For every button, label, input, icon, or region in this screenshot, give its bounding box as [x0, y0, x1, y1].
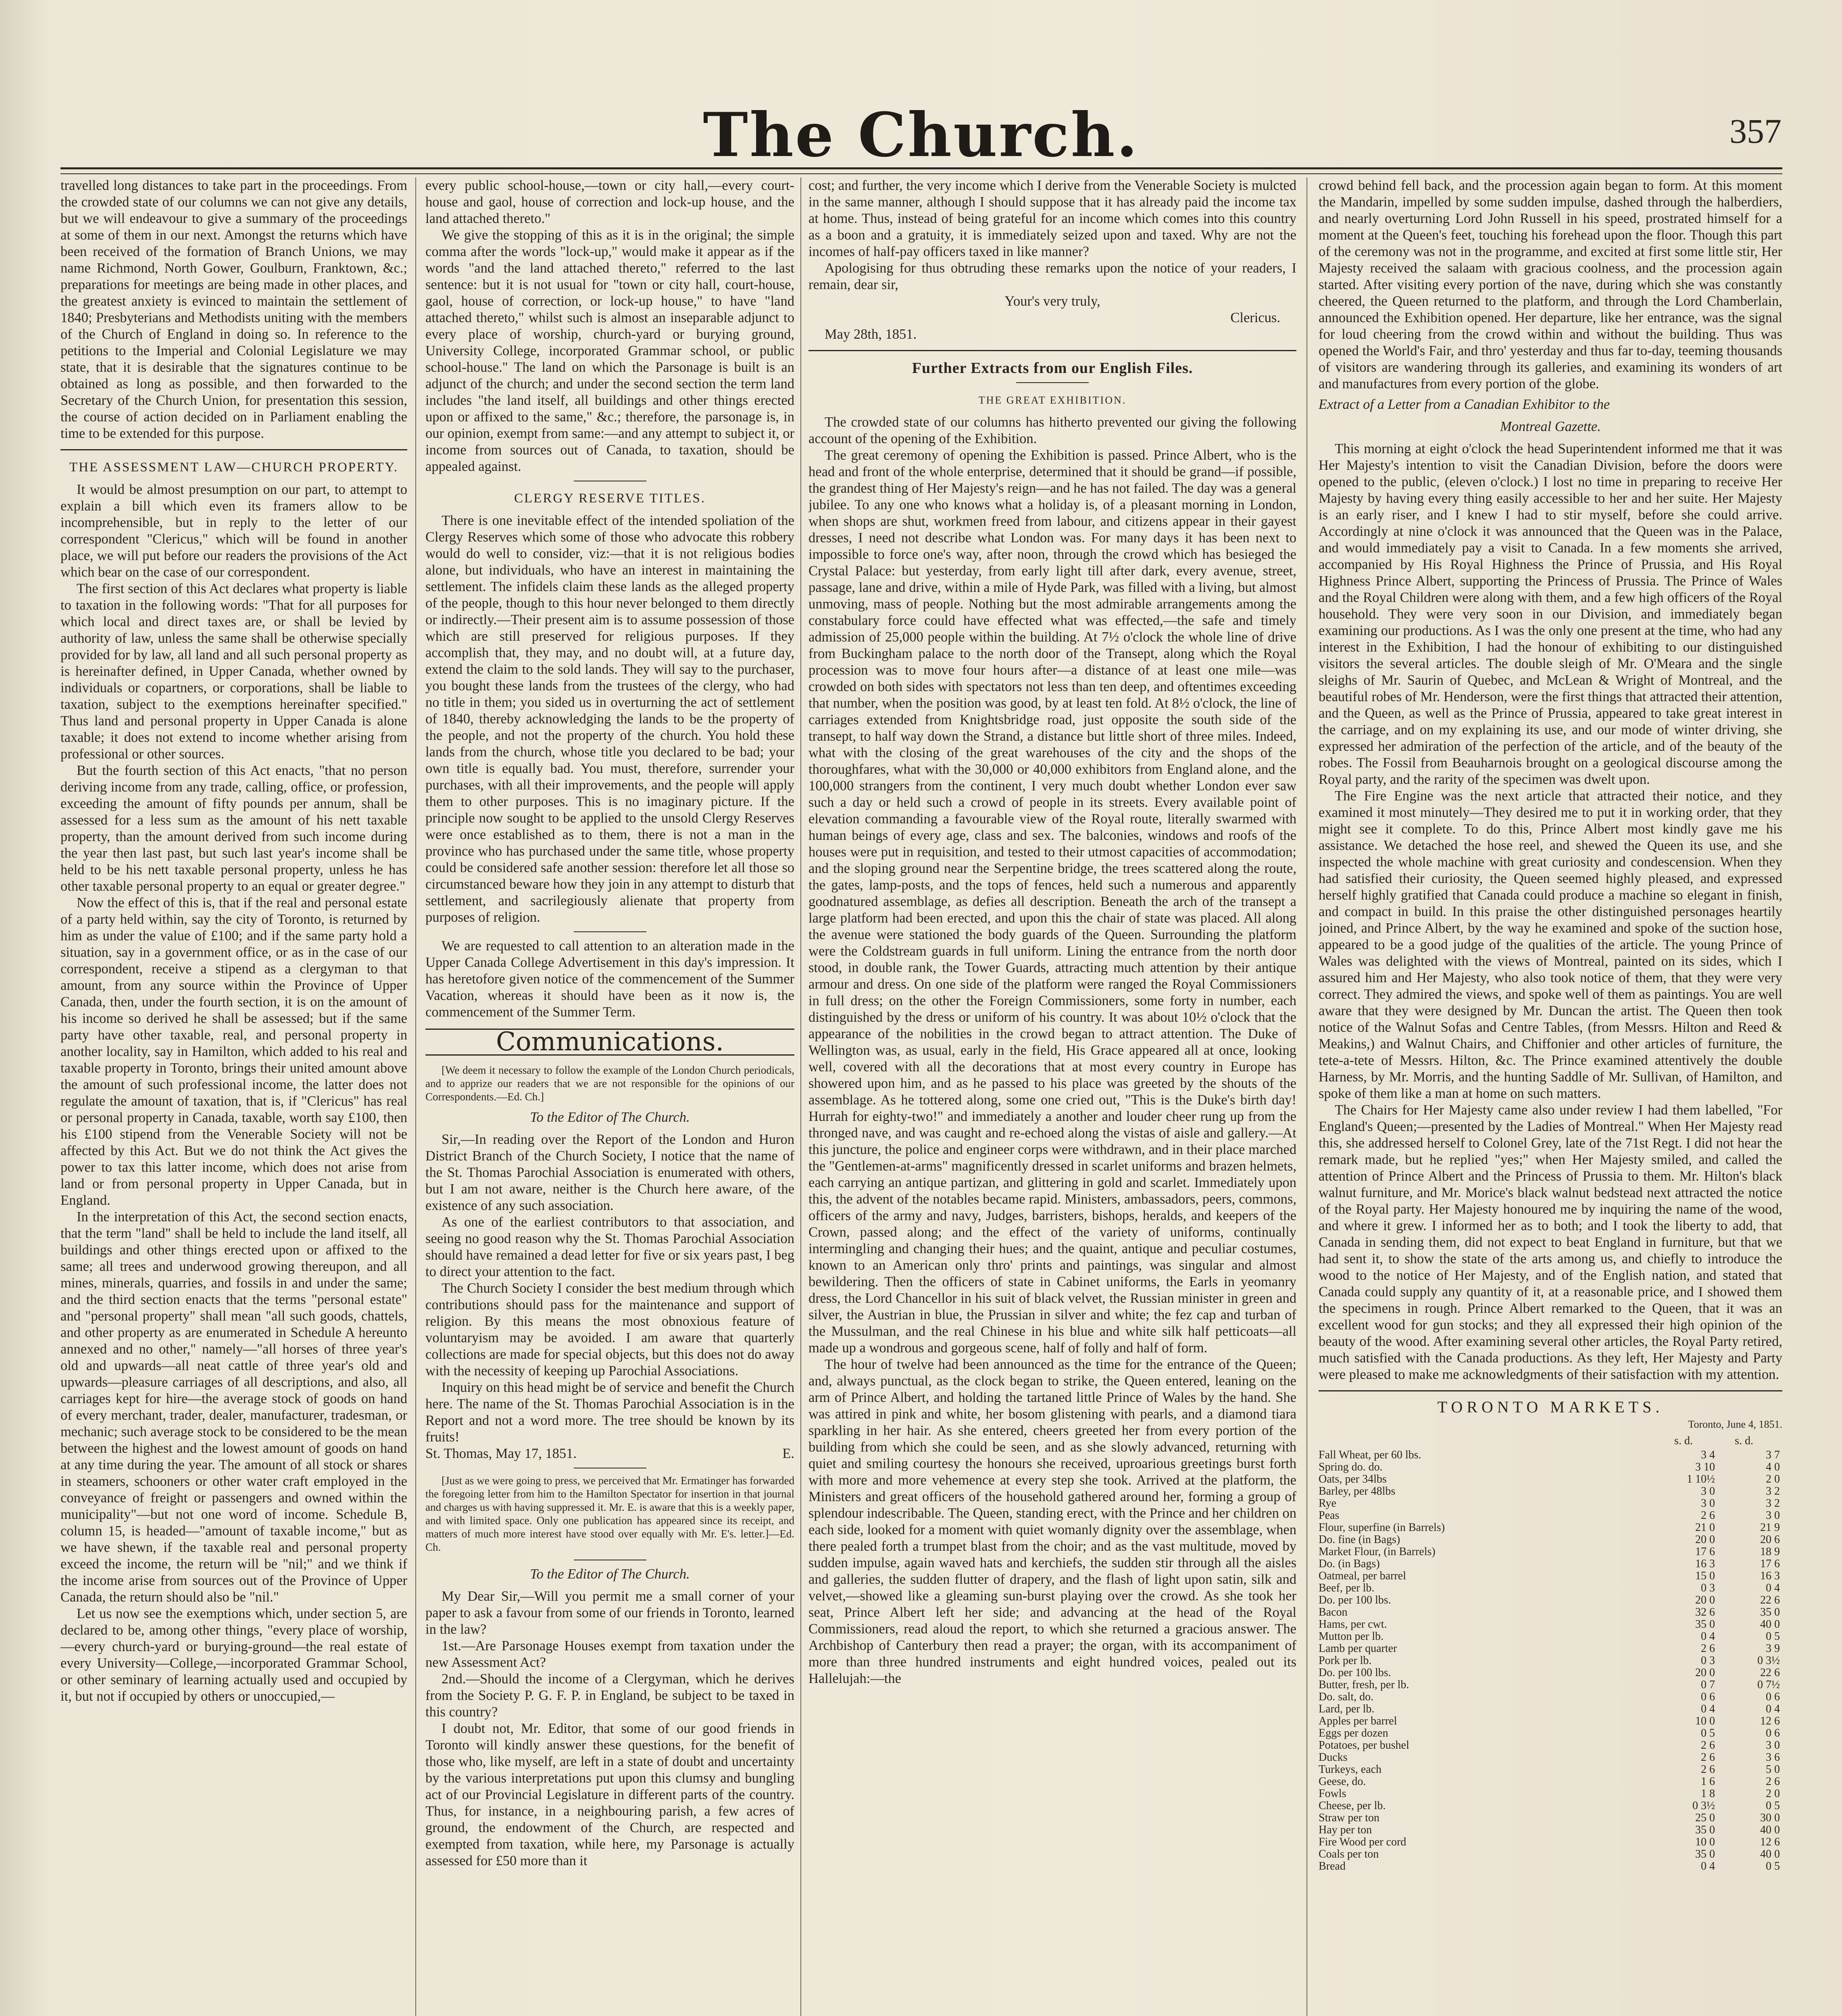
table-row	[1319, 1558, 1782, 1570]
market-item: Fire Wood per cord	[1319, 1836, 1407, 1848]
market-price: 3 10	[1695, 1461, 1715, 1473]
paragraph: In the interpretation of this Act, the second section enacts, that the term "land" shall be held to include the land itself, all buildings and other things erected upon or affixed to the same; all trees and underwood growing thereupon, and all mines, minerals, quarries, and fossils in and under the same; and the third section enacts that the terms "personal estate" and "personal property" shall mean "all such goods, chattels, and other property as are enumerated in Schedule A hereunto annexed and no other," namely—"all horses of three year's old and upwards—all neat cattle of three year's old and upwards—pleasure carriages of all descriptions, and also, all carriages kept for hire—the average stock of goods on hand of every merchant, trader, dealer, manufacturer, tradesman, or mechanic; such average stock to be considered to be the mean between the highest and the lowest amount of goods on hand at any time during the year. The amount of all stock or shares in steamers, schooners or other water craft employed in the conveyance of freight or passengers and owned within the municipality"—but not one word of income. Schedule B, column 15, is headed—"amount of taxable income," but as we have shewn, if the taxable real and personal property exceed the income, the return will be "nil;" and we think if the income arise from sources out of the Province of Upper Canada, the return should also be "nil."	[60, 1209, 407, 1605]
table-row	[1319, 1800, 1782, 1812]
column-1	[60, 177, 407, 2016]
paragraph: Apologising for thus obtruding these remarks upon the notice of your readers, I remain, dear sir,	[808, 260, 1296, 292]
table-row	[1319, 1534, 1782, 1546]
table-row	[1319, 1582, 1782, 1594]
column-divider	[415, 177, 416, 2016]
market-price: 12 6	[1760, 1836, 1780, 1848]
paragraph: But the fourth section of this Act enacts, "that no person deriving income from any trade, calling, office, or profession, exceeding the amount of fifty pounds per annum, shall be assessed for a less sum as the amount of his nett taxable property, than the amount derived from such income during the year then last past, but such last year's income shall be held to be his nett taxable personal property, unless he has other taxable personal property to an equal or greater degree."	[60, 763, 407, 894]
market-price: 0 5	[1766, 1860, 1780, 1872]
table-row	[1319, 1703, 1782, 1715]
table-row	[1319, 1824, 1782, 1836]
market-item: Coals per ton	[1319, 1848, 1379, 1860]
market-item: Fall Wheat, per 60 lbs.	[1319, 1449, 1421, 1461]
market-item: Turkeys, each	[1319, 1763, 1382, 1776]
extract-title: Extract of a Letter from a Canadian Exhibitor to the	[1319, 397, 1610, 412]
market-price: 30 0	[1760, 1812, 1780, 1824]
market-item: Eggs per dozen	[1319, 1727, 1388, 1739]
market-item: Lard, per lb.	[1319, 1703, 1375, 1715]
market-price: 35 0	[1695, 1848, 1715, 1860]
market-item: Bread	[1319, 1860, 1346, 1872]
market-item: Peas	[1319, 1509, 1340, 1522]
market-price: 0 3½	[1692, 1799, 1715, 1812]
market-price: 0 5	[1701, 1727, 1715, 1739]
table-row	[1319, 1836, 1782, 1848]
table-row	[1319, 1618, 1782, 1631]
paragraph: 1st.—Are Parsonage Houses exempt from taxation under the new Assessment Act?	[425, 1638, 794, 1670]
divider	[1319, 1390, 1782, 1391]
market-price: 3 0	[1766, 1509, 1780, 1522]
letter-signature	[425, 1445, 794, 1462]
table-row	[1319, 1449, 1782, 1461]
market-item: Oats, per 34lbs	[1319, 1473, 1387, 1485]
column-4	[1319, 177, 1782, 2016]
market-price: 22 6	[1760, 1594, 1780, 1606]
market-price: 3 4	[1701, 1449, 1715, 1461]
market-price: 21 0	[1695, 1521, 1715, 1534]
market-price: 2 6	[1701, 1751, 1715, 1764]
markets-table	[1319, 1449, 1782, 1872]
table-row	[1319, 1461, 1782, 1473]
market-price: 1 6	[1701, 1775, 1715, 1788]
market-item: Fowls	[1319, 1787, 1346, 1800]
market-price: 2 6	[1701, 1642, 1715, 1655]
market-price: 4 0	[1766, 1461, 1780, 1473]
section-subheading: THE GREAT EXHIBITION.	[978, 394, 1127, 406]
paragraph: We are requested to call attention to an alteration made in the Upper Canada College Advertisement in this day's impression. It has heretofore given notice of the commencement of the Summer Vacation, whereas it should have been as it now is, the commencement of the Summer Term.	[425, 938, 794, 1020]
market-item: Potatoes, per bushel	[1319, 1739, 1409, 1752]
markets-date: Toronto, June 4, 1851.	[1688, 1418, 1782, 1430]
masthead-rule	[60, 167, 1782, 174]
market-price: 40 0	[1760, 1848, 1780, 1860]
market-item: Bacon	[1319, 1606, 1348, 1618]
table-row	[1319, 1643, 1782, 1655]
market-price: 16 3	[1760, 1570, 1780, 1582]
market-price: 12 6	[1760, 1715, 1780, 1727]
market-price: 35 0	[1695, 1618, 1715, 1631]
market-price: 1 8	[1701, 1787, 1715, 1800]
letter-date: May 28th, 1851.	[825, 327, 917, 342]
market-item: Do. salt, do.	[1319, 1691, 1374, 1703]
paragraph: Now the effect of this is, that if the real and personal estate of a party held within, say the city of Toronto, is returned by him as under the value of £100; and if the same party hold a situation, say in a government office, or as in the case of our correspondent, receive a stipend as a clergyman to that amount, from any source within the Province of Upper Canada, then, under the fourth section, it is on the amount of his income so derived he shall be assessed; but if the same party have other taxable, real, and personal property in another locality, say in Hamilton, which added to his real and taxable property in Toronto, brings their united amount above the amount of such professional income, the latter does not regulate the amount of taxation, that is, if "Clericus" has real or personal property in Canada, taxable, worth say £100, then his £100 stipend from the Venerable Society will not be affected by this Act. But we do not think the Act gives the power to tax this latter income, which does not arise from land or from personal property in Upper Canada, but in England.	[60, 895, 407, 1208]
letter-signer: Clericus.	[1230, 310, 1280, 325]
market-price: 20 6	[1760, 1533, 1780, 1546]
paragraph: This morning at eight o'clock the head Superintendent informed me that it was Her Majesty's intention to visit the Canadian Division, before the doors were opened to the public, (eleven o'clock.) I lost no time in preparing to receive Her Majesty by having every thing easily accessible to her and her suite. Her Majesty is an early riser, and I knew I had to stir myself, before she could arrive. Accordingly at nine o'clock it was announced that the Queen was in the Palace, and would immediately pay a visit to Canada. In a few moments she arrived, accompanied by His Royal Highness the Prince of Prussia, and His Royal Highness Prince Albert, supporting the Princess of Prussia. The Prince of Wales and the Royal Children were along with them, and a few high officers of the Royal household. They were very soon in our Division, and immediately began examining our productions. As I was the only one present at the time, who had any interest in the Exhibition, I had the honour of exhibiting to our distinguished visitors the several articles. The double sleigh of Mr. O'Meara and the single sleighs of Mr. Saurin of Quebec, and McLean & Wright of Montreal, and the beautiful robes of Mr. Henderson, were the first things that attracted their attention, and the Queen, as well as the Prince of Prussia, appeared to take great interest in the carriage, and on my explaining its use, and our mode of winter driving, she expressed her admiration of the perfection of the article, and of the beauty of the robes. The Fossil from Beauharnois brought on a geological discourse among the Royal party, and the rarity of the specimen was dwelt upon.	[1319, 441, 1782, 787]
paragraph: travelled long distances to take part in the proceedings. From the crowded state of our columns we can not give any details, but we will endeavour to give a summary of the proceedings at some of them in our next. Amongst the returns which have been received of the formation of Branch Unions, we may name Richmond, North Gower, Goulburn, Franktown, &c.; preparations for meetings are being made in other places, and the greatest anxiety is evinced to maintain the settlement of 1840; Presbyterians and Methodists uniting with the members of the Church of England in doing so. In reference to the petitions to the Imperial and Colonial Legislature we may state, that it is desirable that the signatures continue to be obtained as long as possible, and then forwarded to the Secretary of the Church Union, for presentation this session, the course of action decided on in Parliament enabling the time to be extended for this purpose.	[60, 178, 407, 441]
divider	[574, 931, 646, 932]
table-row	[1319, 1752, 1782, 1764]
market-price: 3 2	[1766, 1485, 1780, 1497]
market-item: Butter, fresh, per lb.	[1319, 1679, 1409, 1691]
market-item: Do. fine (in Bags)	[1319, 1533, 1400, 1546]
market-price: 10 0	[1695, 1715, 1715, 1727]
paragraph: It would be almost presumption on our part, to attempt to explain a bill which even its framers allow to be incomprehensible, but in reply to the letter of our correspondent "Clericus," which will be found in another place, we will put before our readers the provisions of the Act which bear on the case of our correspondent.	[60, 482, 407, 580]
table-row	[1319, 1594, 1782, 1606]
market-price: 0 4	[1766, 1703, 1780, 1715]
section-heading: Further Extracts from our English Files.	[912, 360, 1193, 377]
paragraph: Sir,—In reading over the Report of the London and Huron District Branch of the Church Society, I notice that the name of the St. Thomas Parochial Association is enumerated with others, but I am not aware, neither is the Church here aware, of the existence of any such association.	[425, 1132, 794, 1213]
divider	[808, 350, 1296, 351]
market-item: Spring do. do.	[1319, 1461, 1383, 1473]
paragraph: The Fire Engine was the next article that attracted their notice, and they examined it most minutely—They desired me to put it in working order, that they might see it complete. To do this, Prince Albert most kindly gave me his assistance. We detached the hose reel, and shewed the Queen its use, and she inspected the whole machine with great curiosity and condescension. When they had satisfied their curiosity, the Queen seemed highly pleased, and expressed herself highly gratified that Canada could produce a machine so elegant in finish, and compact in build. In this praise the other distinguished personages heartily joined, and Prince Albert, by the way he examined and spoke of the suction hose, appeared to be a good judge of the qualities of the article. The young Prince of Wales was delighted with the views of Montreal, painted on its sides, which I assured him and Her Majesty, who also took notice of them, that they were very correct. They admired the views, and spoke well of them as paintings. You are well aware that they were designed by Mr. Duncan the artist. The Queen then took notice of the Walnut Sofas and Centre Tables, (from Messrs. Hilton and Reed & Meakins,) and Walnut Chairs, and Chiffonier and other articles of furniture, the tete-a-tete of Messrs. Hilton, &c. The Prince examined attentively the double Harness, by Mr. Morris, and the hunting Saddle of Mr. Sullivan, of Hamilton, and spoke of them like a man at home on such matters.	[1319, 788, 1782, 1101]
table-row	[1319, 1522, 1782, 1534]
paragraph: I doubt not, Mr. Editor, that some of our good friends in Toronto will kindly answer these questions, for the benefit of those who, like myself, are left in a state of doubt and uncertainty by the various interpretations put upon this clumsy and bungling act of our Provincial Legislature in different parts of the country. Thus, for instance, in a neighbouring parish, a few acres of ground, the endowment of the Church, are respected and exempted from taxation, while here, my Parsonage is actually assessed for £50 more than it	[425, 1721, 794, 1868]
column-3	[808, 177, 1296, 2016]
table-row	[1319, 1679, 1782, 1691]
market-price: 21 9	[1760, 1521, 1780, 1534]
market-price: 25 0	[1695, 1812, 1715, 1824]
market-price: 0 4	[1701, 1630, 1715, 1643]
table-row	[1319, 1788, 1782, 1800]
page-number: 357	[1729, 112, 1782, 150]
table-row	[1319, 1860, 1782, 1872]
market-price: 0 5	[1766, 1630, 1780, 1643]
market-price: 2 0	[1766, 1787, 1780, 1800]
market-price: 3 6	[1766, 1751, 1780, 1764]
markets-column-headers	[1319, 1433, 1782, 1449]
editorial-note: [We deem it necessary to follow the example of the London Church periodicals, and to apprize our readers that we are not responsible for the opinions of our Correspondents.—Ed. Ch.]	[425, 1064, 794, 1103]
masthead	[0, 101, 1842, 169]
market-price: 5 0	[1766, 1763, 1780, 1776]
editorial-note: [Just as we were going to press, we perceived that Mr. Ermatinger has forwarded the foregoing letter from him to the Hamilton Spectator for insertion in that journal and charges us with having suppressed it. Mr. E. is aware that this is a weekly paper, and with limited space. Only one publication has appeared since its receipt, and matters of much more interest have stood over equally with Mr. E's. letter.]—Ed. Ch.	[425, 1475, 794, 1553]
market-price: 0 4	[1766, 1582, 1780, 1594]
paragraph: 2nd.—Should the income of a Clergyman, which he derives from the Society P. G. F. P. in England, be subject to be taxed in this country?	[425, 1671, 794, 1720]
paragraph: The great ceremony of opening the Exhibition is passed. Prince Albert, who is the head and front of the whole enterprise, determined that it should be grand—if possible, the grandest thing of Her Majesty's reign—and he has not failed. The day was a general jubilee. To any one who knows what a holiday is, of a pleasant morning in London, when shops are shut, workmen freed from labour, and citizens appear in their gayest dresses, I need not describe what London was. For many days it has been next to impossible to force one's way, after noon, through the crowd which has besieged the Crystal Palace: but yesterday, from early light till after dark, every avenue, street, passage, lane and drive, within a mile of Hyde Park, was filled with a living, but almost unmoving, mass of people. Nothing but the most admirable arrangements among the constabulary force could have effected what was effected,—the safe and timely admission of 25,000 people within the building. At 7½ o'clock the whole line of drive from Buckingham palace to the north door of the Transept, along which the Royal procession was to move four hours after—a distance of at least one mile—was crowded on both sides with spectators not less than ten deep, and oftentimes exceeding that number, when the position was good, by at least ten fold. At 8½ o'clock, the line of carriages extended from Knightsbridge road, just opposite the south side of the transept, to half way down the Strand, a distance but little short of three miles. Indeed, what with the closing of the great warehouses of the city and the shops of the thoroughfares, what with the 30,000 or 40,000 exhibitors from England alone, and the 100,000 strangers from the continent, I very much doubt whether London ever saw such a day or held such a crowd of people in its streets. Every available point of elevation commanding a favourable view of the Royal route, literally swarmed with human beings of every age, class and sex. The balconies, windows and roofs of the houses were put in requisition, and tested to their utmost capacities of accommodation; and the sloping ground near the Serpentine bridge, the trees scattered along the route, the gates, lamp-posts, and the tops of fences, held such a numerous and apparently goodnatured assemblage, as defies all description. Beneath the arch of the transept a large platform had been erected, and upon this the chair of state was placed. All along the avenue were stationed the body guards of the Queen. Surrounding the platform were the Coldstream guards in full uniform. Lining the entrance from the north door stood, in double rank, the Tower Guards, attracting much attention by their antique armour and dress. On one side of the platform were ranged the Royal Commissioners in full dress; on the other the Foreign Commissioners, some forty in number, each distinguished by the dress or uniform of his country. It was about 10½ o'clock that the appearance of the nobilities in the crowd began to attract attention. The Duke of Wellington was, as usual, early in the field, His Grace appeared all at once, looking well, covered with all the decorations that at most every country in Europe has showered upon him, and as he passed to his place was greeted by the shouts of the assemblage. As he tottered along, some one cried out, "This is the Duke's birth day! Hurrah for eighty-two!" and immediately a another and louder cheer rung up from the thronged nave, and was caught and re-echoed along the vistas of aisle and gallery.—At this juncture, the police and engineer corps were withdrawn, and in their place marched the "Gentlemen-at-arms" magnificently dressed in scarlet uniforms and brazen helmets, each carrying an antique partizan, and glittering in gold and scarlet. Immediately upon this, the advent of the notables became rapid. Ministers, ambassadors, peers, commons, officers of the army and navy, Judges, barristers, bishops, heralds, and keepers of the Crown, passed along; and the effect of the variety of uniforms, continually intermingling and changing their hues; and the quaint, antique and peculiar costumes, known to an American only thro' prints and paintings, was singular and almost bewildering. Then the officers of state in Cabinet uniforms, the Earls in yeomanry dress, the Lord Chancellor in his suit of black velvet, the Russian minister in green and silver, the Austrian in blue, the Prussian in silver and white; the fez cap and turban of the Mussulman, and the real Chinese in his blue and white silk half petticoats—all made up a wondrous and gorgeous scene, half of folly and half of form.	[808, 448, 1296, 1356]
market-item: Hams, per cwt.	[1319, 1618, 1387, 1631]
market-price: 35 0	[1760, 1606, 1780, 1618]
paragraph: There is one inevitable effect of the intended spoliation of the Clergy Reserves which some of those who advocate this robbery would do well to consider, viz:—that it is not religious bodies alone, but individuals, who have an interest in maintaining the settlement. The infidels claim these lands as the alleged property of the people, though to this hour never belonged to them directly or indirectly.—Their present aim is to assume possession of those which are still preserved for religious purposes. If they accomplish that, they may, and no doubt will, at a future day, extend the claim to the sold lands. They will say to the purchaser, you bought these lands from the trustees of the clergy, who had no title in them; you sided us in overturning the act of settlement of 1840, thereby acknowledging the lands to be the property of the people, and not the property of the church. You hold these lands from the church, whose title you declared to be bad; your own title is equally bad. You must, therefore, surrender your purchases, with all their improvements, and the people will apply them to other purposes. This is no imaginary picture. If the principle now sought to be applied to the unsold Clergy Reserves were once established as to them, there is not a man in the province who has purchased under the same title, whose property could be considered safe another session: therefore let all those so circumstanced beware how they join in any attempt to disturb that settlement, and sacrilegiously alienate that property from purposes of religion.	[425, 513, 794, 925]
extract-source: Montreal Gazette.	[1500, 419, 1601, 434]
divider	[1016, 382, 1089, 383]
newspaper-title: The Church.	[703, 100, 1139, 171]
market-item: Straw per ton	[1319, 1812, 1379, 1824]
table-row	[1319, 1510, 1782, 1522]
table-row	[1319, 1715, 1782, 1727]
market-price: 2 6	[1701, 1509, 1715, 1522]
market-price: 20 0	[1695, 1594, 1715, 1606]
market-price: 0 6	[1701, 1691, 1715, 1703]
market-item: Barley, per 48lbs	[1319, 1485, 1396, 1497]
market-price: 3 0	[1701, 1497, 1715, 1510]
market-item: Hay per ton	[1319, 1824, 1372, 1836]
market-price: 2 0	[1766, 1473, 1780, 1485]
market-price: 0 3½	[1757, 1654, 1780, 1667]
table-row	[1319, 1764, 1782, 1776]
market-price: 0 6	[1766, 1727, 1780, 1739]
table-row	[1319, 1691, 1782, 1703]
letter-place-date: St. Thomas, May 17, 1851.	[425, 1446, 577, 1461]
market-price: 40 0	[1760, 1618, 1780, 1631]
table-row	[1319, 1848, 1782, 1860]
section-heading: THE ASSESSMENT LAW—CHURCH PROPERTY.	[69, 460, 399, 475]
paragraph: We give the stopping of this as it is in the original; the simple comma after the words "lock-up," would make it appear as if the words "and the land attached thereto," referred to the last sentence: but it is not usual for "town or city hall, court-house, gaol, house of correction, or lock-up house," to have "land attached thereto," whilst such is almost an inseparable adjunct to every place of worship, church-yard or burying ground, University College, incorporated Grammar school, or public school-house." The land on which the Parsonage is built is an adjunct of the church; and under the second section the term land includes "the land itself, all buildings and other things erected upon or affixed to the same," &c.; therefore, the parsonage is, in our opinion, exempt from same:—and any attempt to subject it, or income from sources out of Canada, to taxation, should be appealed against.	[425, 227, 794, 474]
paragraph: My Dear Sir,—Will you permit me a small corner of your paper to ask a favour from some of our friends in Toronto, learned in the law?	[425, 1589, 794, 1637]
market-item: Flour, superfine (in Barrels)	[1319, 1521, 1445, 1534]
column-divider	[800, 177, 801, 2016]
market-item: Rye	[1319, 1497, 1336, 1510]
market-price: 0 3	[1701, 1654, 1715, 1667]
market-price: 3 7	[1766, 1449, 1780, 1461]
market-item: Mutton per lb.	[1319, 1630, 1384, 1643]
table-row	[1319, 1570, 1782, 1582]
paragraph: Inquiry on this head might be of service and benefit the Church here. The name of the St. Thomas Parochial Association is in the Report and not a word more. The tree should be known by its fruits!	[425, 1380, 794, 1445]
markets-title: TORONTO MARKETS.	[1437, 1398, 1664, 1416]
markets-col-header: s. d.	[1735, 1435, 1753, 1447]
market-price: 2 6	[1766, 1775, 1780, 1788]
market-price: 3 9	[1766, 1642, 1780, 1655]
market-item: Ducks	[1319, 1751, 1348, 1764]
table-row	[1319, 1655, 1782, 1667]
market-price: 0 4	[1701, 1860, 1715, 1872]
market-item: Do. per 100 lbs.	[1319, 1594, 1391, 1606]
market-price: 0 7½	[1757, 1679, 1780, 1691]
market-price: 17 6	[1760, 1558, 1780, 1570]
letter-signer: E.	[782, 1446, 794, 1461]
table-row	[1319, 1739, 1782, 1752]
table-row	[1319, 1812, 1782, 1824]
table-row	[1319, 1497, 1782, 1510]
letter-salutation: To the Editor of The Church.	[530, 1110, 690, 1125]
paragraph: The first section of this Act declares what property is liable to taxation in the following words: "That for all purposes for which local and direct taxes are, or shall be levied by authority of law, unless the same shall be otherwise specially provided for by law, all land and all such personal property as is hereinafter defined, in Upper Canada, whether owned by individuals or copartners, or corporations, shall be liable to taxation, subject to the exemptions hereinafter specified." Thus land and personal property in Upper Canada is alone taxable; it does not extend to income whether arising from professional or other sources.	[60, 581, 407, 762]
letter-closing: Your's very truly,	[1004, 294, 1100, 309]
table-row	[1319, 1727, 1782, 1739]
paragraph: The Chairs for Her Majesty came also under review I had them labelled, "For England's Queen;—presented by the Ladies of Montreal." When Her Majesty read this, she addressed herself to Colonel Grey, late of the 71st Regt. I did not hear the remark made, but he replied "yes;" when Her Majesty smiled, and called the attention of Prince Albert and the Princess of Prussia to them. Mr. Hilton's black walnut furniture, and Mr. Morice's black walnut bedstead next attracted the notice of the Royal party. Her Majesty honoured me by inquiring the name of the wood, and where it grew. I informed her as to both; and I took the liberty to add, that Canada in sending them, did not expect to beat England in furniture, but that we had sent it, to show the state of the arts among us, and chiefly to introduce the wood to the notice of Her Majesty, and of the English nation, and stated that Canada could supply any quantity of it, at a reasonable price, and I showed them the specimens in rough. Prince Albert remarked to the Queen, that it was an excellent wood for gun stocks; and they all expressed their high opinion of the beauty of the wood. After examining several other articles, the Royal Party retired, much satisfied with the Canada productions. As they left, Her Majesty and Party were pleased to make me acknowledgments of their satisfaction with my attention.	[1319, 1102, 1782, 1382]
market-price: 0 5	[1766, 1799, 1780, 1812]
column-divider	[1306, 177, 1307, 2016]
market-price: 40 0	[1760, 1824, 1780, 1836]
market-price: 22 6	[1760, 1666, 1780, 1679]
market-price: 32 6	[1695, 1606, 1715, 1618]
paragraph: The Church Society I consider the best medium through which contributions should pass for the maintenance and support of religion. By this means the most obnoxious feature of voluntaryism may be avoided. I am aware that quarterly collections are made for special objects, but this does not do away with the necessity of keeping up Parochial Associations.	[425, 1281, 794, 1379]
paragraph: cost; and further, the very income which I derive from the Venerable Society is mulcted in the same manner, although I should suppose that it has already paid the income tax at home. Thus, instead of being grateful for an income which comes into this country as a boon and a gratuity, it is immediately seized upon and taxed. Why are not the incomes of half-pay officers taxed in like manner?	[808, 178, 1296, 259]
market-price: 18 9	[1760, 1545, 1780, 1558]
paragraph: every public school-house,—town or city hall,—every court-house and gaol, house of correction and lock-up house, and the land attached thereto."	[425, 178, 794, 226]
letter-salutation: To the Editor of The Church.	[530, 1566, 690, 1582]
table-row	[1319, 1606, 1782, 1618]
market-item: Cheese, per lb.	[1319, 1799, 1386, 1812]
table-row	[1319, 1667, 1782, 1679]
market-item: Beef, per lb.	[1319, 1582, 1375, 1594]
market-item: Lamb per quarter	[1319, 1642, 1397, 1655]
table-row	[1319, 1776, 1782, 1788]
market-price: 3 0	[1701, 1485, 1715, 1497]
market-item: Do. (in Bags)	[1319, 1558, 1380, 1570]
paragraph: The crowded state of our columns has hitherto prevented our giving the following account of the opening of the Exhibition.	[808, 414, 1296, 446]
market-item: Apples per barrel	[1319, 1715, 1397, 1727]
market-item: Do. per 100 lbs.	[1319, 1666, 1391, 1679]
market-price: 20 0	[1695, 1533, 1715, 1546]
table-row	[1319, 1485, 1782, 1497]
market-price: 2 6	[1701, 1763, 1715, 1776]
markets-col-header: s. d.	[1674, 1435, 1693, 1447]
market-item: Pork per lb.	[1319, 1654, 1372, 1667]
market-price: 2 6	[1701, 1739, 1715, 1752]
market-item: Oatmeal, per barrel	[1319, 1570, 1406, 1582]
market-price: 0 3	[1701, 1582, 1715, 1594]
table-row	[1319, 1473, 1782, 1485]
section-heading: CLERGY RESERVE TITLES.	[514, 491, 706, 506]
market-price: 15 0	[1695, 1570, 1715, 1582]
column-2	[425, 177, 794, 2016]
market-price: 17 6	[1695, 1545, 1715, 1558]
market-item: Geese, do.	[1319, 1775, 1366, 1788]
market-price: 10 0	[1695, 1836, 1715, 1848]
market-price: 20 0	[1695, 1666, 1715, 1679]
communications-heading: Communications.	[425, 1029, 794, 1056]
market-price: 16 3	[1695, 1558, 1715, 1570]
paragraph: The hour of twelve had been announced as the time for the entrance of the Queen; and, always punctual, as the clock began to strike, the Queen entered, leaning on the arm of Prince Albert, and holding the tartaned little Prince of Wales by the hand. She was attired in pink and white, her bosom glistening with pearls, and a diamond tiara sparkling in her hair. As she entered, cheers greeted her from every portion of the building from which she could be seen, and as she slowly advanced, returning with quiet and smiling courtesy the honours she received, uproarious greetings burst forth with more and more vehemence at every step she took. Arrived at the platform, the Ministers and great officers of the household gathered around her, forming a group of splendour indescribable. The Queen, standing erect, with the Prince and her children on each side, looked for a moment with quiet womanly dignity over the assemblage, when there pealed forth a trumpet blast from the choir; and as the vast multitude, moved by sudden impulse, again waved hats and kerchiefs, the sudden stir through all the aisles and galleries, the sudden flutter of drapery, and the flash of light upon satin, silk and velvet,—showed like a gleaming sun-burst playing over the crowd. As she took her seat, Prince Albert left her side; and advancing at the head of the Royal Commissioners, read aloud the report, to which she returned a gracious answer. The Archbishop of Canterbury then read a prayer; the organ, with its accompaniment of more than three hundred instruments and eight hundred voices, pealed out its Hallelujah:—the	[808, 1357, 1296, 1686]
divider	[60, 449, 407, 450]
market-item: Market Flour, (in Barrels)	[1319, 1545, 1436, 1558]
paragraph: As one of the earliest contributors to that association, and seeing no good reason why the St. Thomas Parochial Association should have remained a dead letter for five or six years past, I beg to direct your attention to the fact.	[425, 1214, 794, 1279]
paragraph: crowd behind fell back, and the procession again began to form. At this moment the Mandarin, impelled by some sudden impulse, dashed through the halberdiers, and nearly overturning Lord John Russell in his speed, prostrated himself for a moment at the Queen's feet, touching his forehead upon the floor. Though this part of the ceremony was not in the programme, and excited at first some little stir, Her Majesty received the salaam with gracious coolness, and the procession again started. After visiting every portion of the nave, during which she was constantly cheered, the Queen returned to the platform, and through the Lord Chamberlain, announced the Exhibition opened. Her departure, like her entrance, was the signal for loud cheering from the crowd within and without the building. Thus was opened the World's Fair, and thro' yesterday and thus far to-day, teeming thousands of visitors are wandering through its galleries, and examining its wonders of art and manufactures from every portion of the globe.	[1319, 178, 1782, 392]
market-price: 3 2	[1766, 1497, 1780, 1510]
market-price: 0 7	[1701, 1679, 1715, 1691]
market-price: 35 0	[1695, 1824, 1715, 1836]
paragraph: Let us now see the exemptions which, under section 5, are declared to be, among other things, "every place of worship,—every church-yard or burying-ground—the real estate of every University—College,—incorporated Grammar School, or other seminary of learning actually used and occupied by it, but not if occupied by others or unoccupied,—	[60, 1606, 407, 1704]
market-price: 0 6	[1766, 1691, 1780, 1703]
table-row	[1319, 1631, 1782, 1643]
market-price: 3 0	[1766, 1739, 1780, 1752]
table-row	[1319, 1546, 1782, 1558]
market-price: 1 10½	[1687, 1473, 1715, 1485]
market-price: 0 4	[1701, 1703, 1715, 1715]
